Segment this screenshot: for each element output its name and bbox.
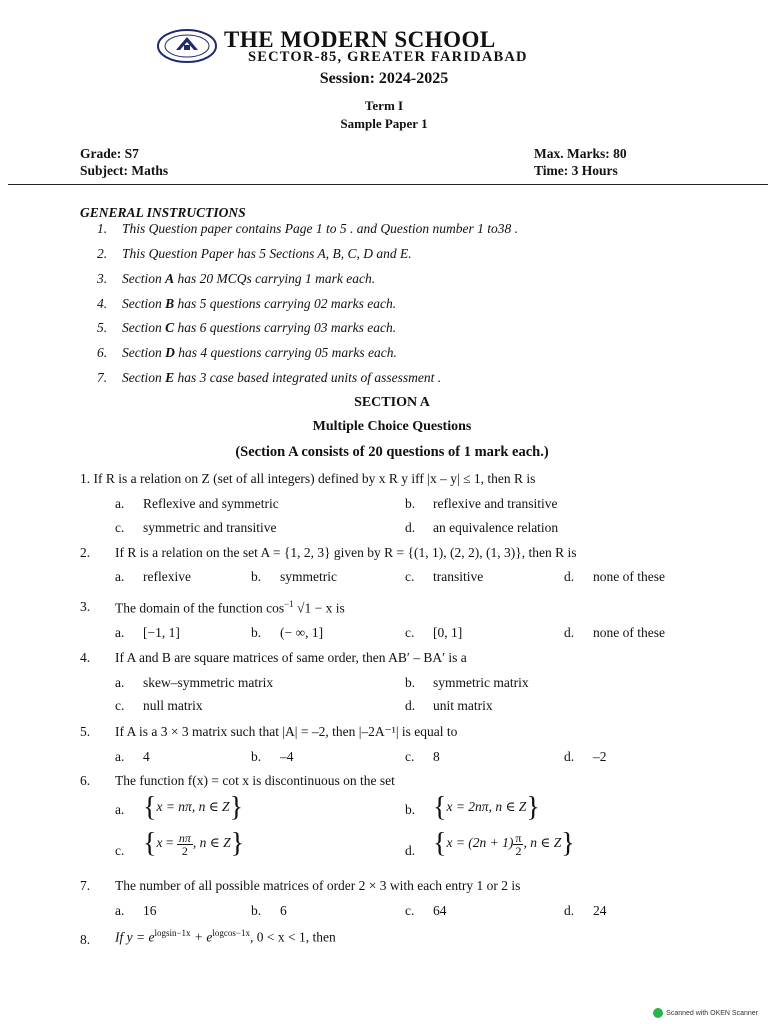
q8-sup1: logsin−1x [154,928,191,938]
instruction-text: has 3 case based integrated units of assessment . [174,370,442,385]
instruction-number: 4. [97,296,108,311]
scanner-text: Scanned with OKEN Scanner [666,1009,758,1017]
instruction-text: has 5 questions carrying 02 marks each. [174,296,397,311]
option-label: a. [115,749,125,764]
q6-b-set: x = 2nπ, n ∈ Z [446,799,527,815]
option-label: b. [251,903,262,918]
option-b: symmetric matrix [433,675,529,690]
question-1-text: 1. If R is a relation on Z (set of all integers) defined by x R y iff |x – y| ≤ 1, then R is [80,471,536,486]
school-name: THE MODERN SCHOOL [224,27,496,52]
option-label: a. [115,625,125,640]
scanner-logo-icon [653,1008,663,1018]
option-a: [−1, 1] [143,625,180,640]
question-4-text: If A and B are square matrices of same order, then AB′ – BA′ is a [115,650,467,665]
option-label: b. [251,749,262,764]
q6-c-den: 2 [181,843,188,858]
term: Term I [364,98,404,113]
option-label: d. [564,749,575,764]
question-6-text: The function f(x) = cot x is discontinuous on the set [115,773,395,788]
option-a: Reflexive and symmetric [143,496,279,511]
option-label: b. [405,675,416,690]
header-divider [8,184,768,185]
instruction-item [97,271,375,287]
instruction-item [97,345,397,361]
instruction-text: This Question Paper has 5 Sections A, B, C, D and E. [122,246,412,261]
option-label: a. [115,496,125,511]
question-number: 4. [80,650,91,665]
instruction-section: A [165,271,175,286]
instruction-number: 5. [97,320,108,335]
q6-d-post: , n ∈ Z [523,835,562,851]
instruction-item [97,221,518,237]
instruction-number: 3. [97,271,108,286]
q6-d-den: 2 [515,843,522,858]
max-marks: Max. Marks: 80 [534,146,627,161]
question-number: 7. [80,878,91,893]
scanner-watermark [653,1008,758,1018]
q3-post: √1 − x is [293,600,345,616]
option-label: c. [115,520,125,535]
option-label: d. [405,698,416,713]
option-label: d. [564,903,575,918]
question-7-text: The number of all possible matrices of order 2 × 3 with each entry 1 or 2 is [115,878,521,893]
option-c: transitive [433,569,484,584]
option-label: c. [405,749,415,764]
option-d: none of these [593,625,665,640]
instruction-item [97,296,396,312]
option-b: reflexive and transitive [433,496,558,511]
instruction-pre: Section [122,370,166,385]
subject: Subject: Maths [80,163,169,178]
instruction-pre: Section [122,320,166,335]
section-title: SECTION A [354,395,430,410]
paper-title: Sample Paper 1 [340,116,428,131]
instruction-pre: Section [122,271,166,286]
instruction-number: 2. [97,246,108,261]
q6-d-pre: x = (2n + 1) [446,835,514,851]
instruction-text: has 20 MCQs carrying 1 mark each. [174,271,376,286]
option-label: a. [115,903,125,918]
section-subtitle: Multiple Choice Questions [312,419,472,434]
option-b: {x = 2nπ, n ∈ Z} [433,792,540,823]
option-label: a. [115,675,125,690]
option-b: (− ∞, 1] [280,625,324,640]
session: Session: 2024-2025 [319,70,449,87]
instruction-pre: Section [122,296,166,311]
q8-post: , 0 < x < 1, then [250,929,336,945]
instruction-section: C [165,320,175,335]
option-label: a. [115,802,125,817]
instruction-text: has 6 questions carrying 03 marks each. [174,320,397,335]
school-logo [156,28,218,64]
option-a: {x = nπ, n ∈ Z} [143,792,244,823]
question-3-text [115,599,345,617]
option-c: {x = $\frac{n\pi}{2}$ , n ∈ Z} [143,828,245,859]
option-label: c. [115,698,125,713]
option-c: 8 [433,749,440,764]
option-b: symmetric [280,569,337,584]
q3-sup: −1 [284,599,294,609]
q6-a-set: x = nπ, n ∈ Z [156,799,230,815]
question-5-text: If A is a 3 × 3 matrix such that |A| = –2, then |–2A⁻¹| is equal to [115,724,458,739]
question-8-text [115,928,336,946]
school-address: SECTOR-85, GREATER FARIDABAD [248,49,528,65]
option-label: b. [251,569,262,584]
q8-sup2: logcos−1x [212,928,250,938]
question-number: 8. [80,932,91,947]
option-d: an equivalence relation [433,520,559,535]
option-a: reflexive [143,569,191,584]
q8-pre: If y = e [115,929,155,945]
q6-d-num: π [515,830,522,845]
time: Time: 3 Hours [534,163,618,178]
option-a: skew–symmetric matrix [143,675,274,690]
option-label: d. [564,625,575,640]
instruction-pre: Section [122,345,166,360]
question-number: 5. [80,724,91,739]
option-label: c. [405,903,415,918]
option-label: c. [405,625,415,640]
option-d: 24 [593,903,607,918]
instruction-item [97,246,412,262]
option-d: –2 [593,749,607,764]
option-label: b. [405,496,416,511]
question-number: 2. [80,545,91,560]
option-d: unit matrix [433,698,493,713]
option-c: symmetric and transitive [143,520,277,535]
option-d: none of these [593,569,665,584]
instruction-number: 7. [97,370,108,385]
option-label: c. [115,843,125,858]
grade: Grade: S7 [80,146,139,161]
option-label: d. [405,843,416,858]
option-label: a. [115,569,125,584]
instructions-title: GENERAL INSTRUCTIONS [80,205,246,220]
q6-c-fraction [177,832,193,857]
option-label: b. [251,625,262,640]
question-number: 3. [80,599,91,614]
instruction-section: D [165,345,175,360]
option-c: [0, 1] [433,625,463,640]
instruction-text: has 4 questions carrying 05 marks each. [174,345,397,360]
section-note: (Section A consists of 20 questions of 1 mark each.) [235,444,549,460]
option-label: d. [405,520,416,535]
option-c: 64 [433,903,447,918]
q8-mid: + e [190,929,213,945]
question-number: 6. [80,773,91,788]
instruction-item [97,370,441,386]
q3-pre: The domain of the function cos [115,600,285,616]
instruction-number: 6. [97,345,108,360]
option-label: b. [405,802,416,817]
option-a: 16 [143,903,157,918]
instruction-section: B [165,296,175,311]
option-c: null matrix [143,698,203,713]
option-d: {x = (2n + 1) $\frac{\pi}{2}$ , n ∈ Z} [433,828,575,859]
option-label: d. [564,569,575,584]
option-b: 6 [280,903,287,918]
q6-d-fraction [513,832,523,857]
instruction-text: This Question paper contains Page 1 to 5 . and Question number 1 to38 . [122,221,518,236]
option-b: –4 [280,749,294,764]
instruction-item [97,320,396,336]
instruction-section: E [165,370,175,385]
option-a: 4 [143,749,150,764]
option-label: c. [405,569,415,584]
q6-c-num: nπ [178,830,191,845]
question-2-text: If R is a relation on the set A = {1, 2, 3} given by R = {(1, 1), (2, 2), (1, 3)}, then R is [115,545,577,560]
instruction-number: 1. [97,221,108,236]
q6-c-post: , n ∈ Z [192,835,231,851]
